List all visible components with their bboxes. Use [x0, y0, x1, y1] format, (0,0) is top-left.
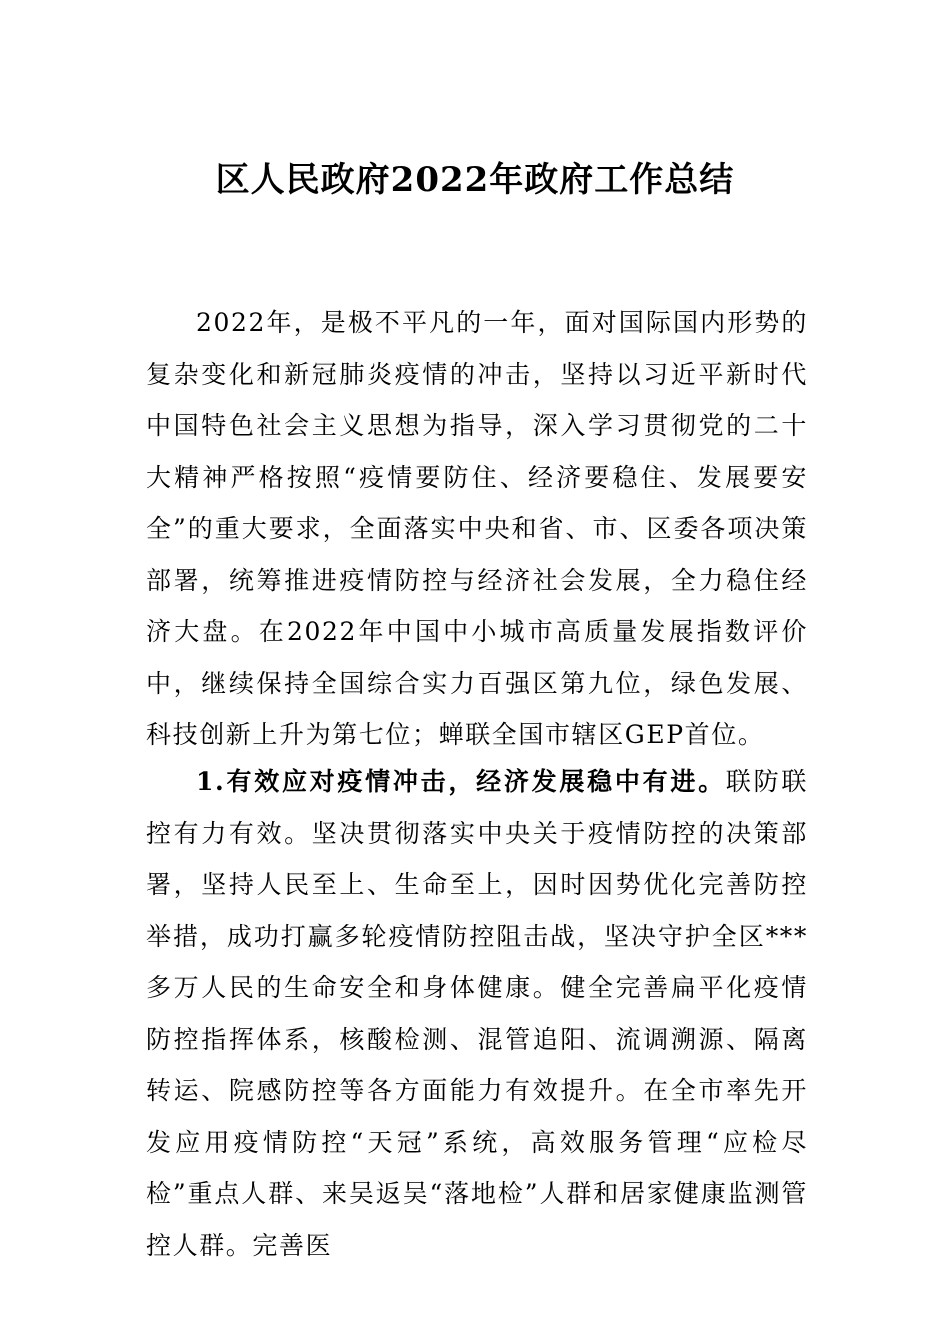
- section-1-heading: 1.有效应对疫情冲击，经济发展稳中有进。: [196, 767, 726, 796]
- paragraph-intro-text: 2022年，是极不平凡的一年，面对国际国内形势的复杂变化和新冠肺炎疫情的冲击，坚持以习近平新时代中国特色社会主义思想为指导，深入学习贯彻党的二十大精神严格按照“疫情要防住、经济要稳住、发展要安全”的重大要求，全面落实中央和省、市、区委各项决策部署，统筹推进疫情防控与经济社会发展，全力稳住经济大盘。在2022年中国中小城市高质量发展指数评价中，继续保持全国综合实力百强区第九位，绿色发展、科技创新上升为第七位；蝉联全国市辖区GEP首位。: [146, 308, 808, 749]
- document-title: 区人民政府2022年政府工作总结: [215, 160, 735, 200]
- section-1-text: 联防联控有力有效。坚决贯彻落实中央关于疫情防控的决策部署，坚持人民至上、生命至上，因时因势优化完善防控举措，成功打赢多轮疫情防控阻击战，坚决守护全区***多万人民的生命安全和身体健康。健全完善扁平化疫情防控指挥体系，核酸检测、混管追阳、流调溯源、隔离转运、院感防控等各方面能力有效提升。在全市率先开发应用疫情防控“天冠”系统，高效服务管理“应检尽检”重点人群、来吴返吴“落地检”人群和居家健康监测管控人群。完善医: [146, 767, 808, 1260]
- paragraph-section-1: [146, 756, 808, 1271]
- paragraph-intro: [146, 297, 808, 761]
